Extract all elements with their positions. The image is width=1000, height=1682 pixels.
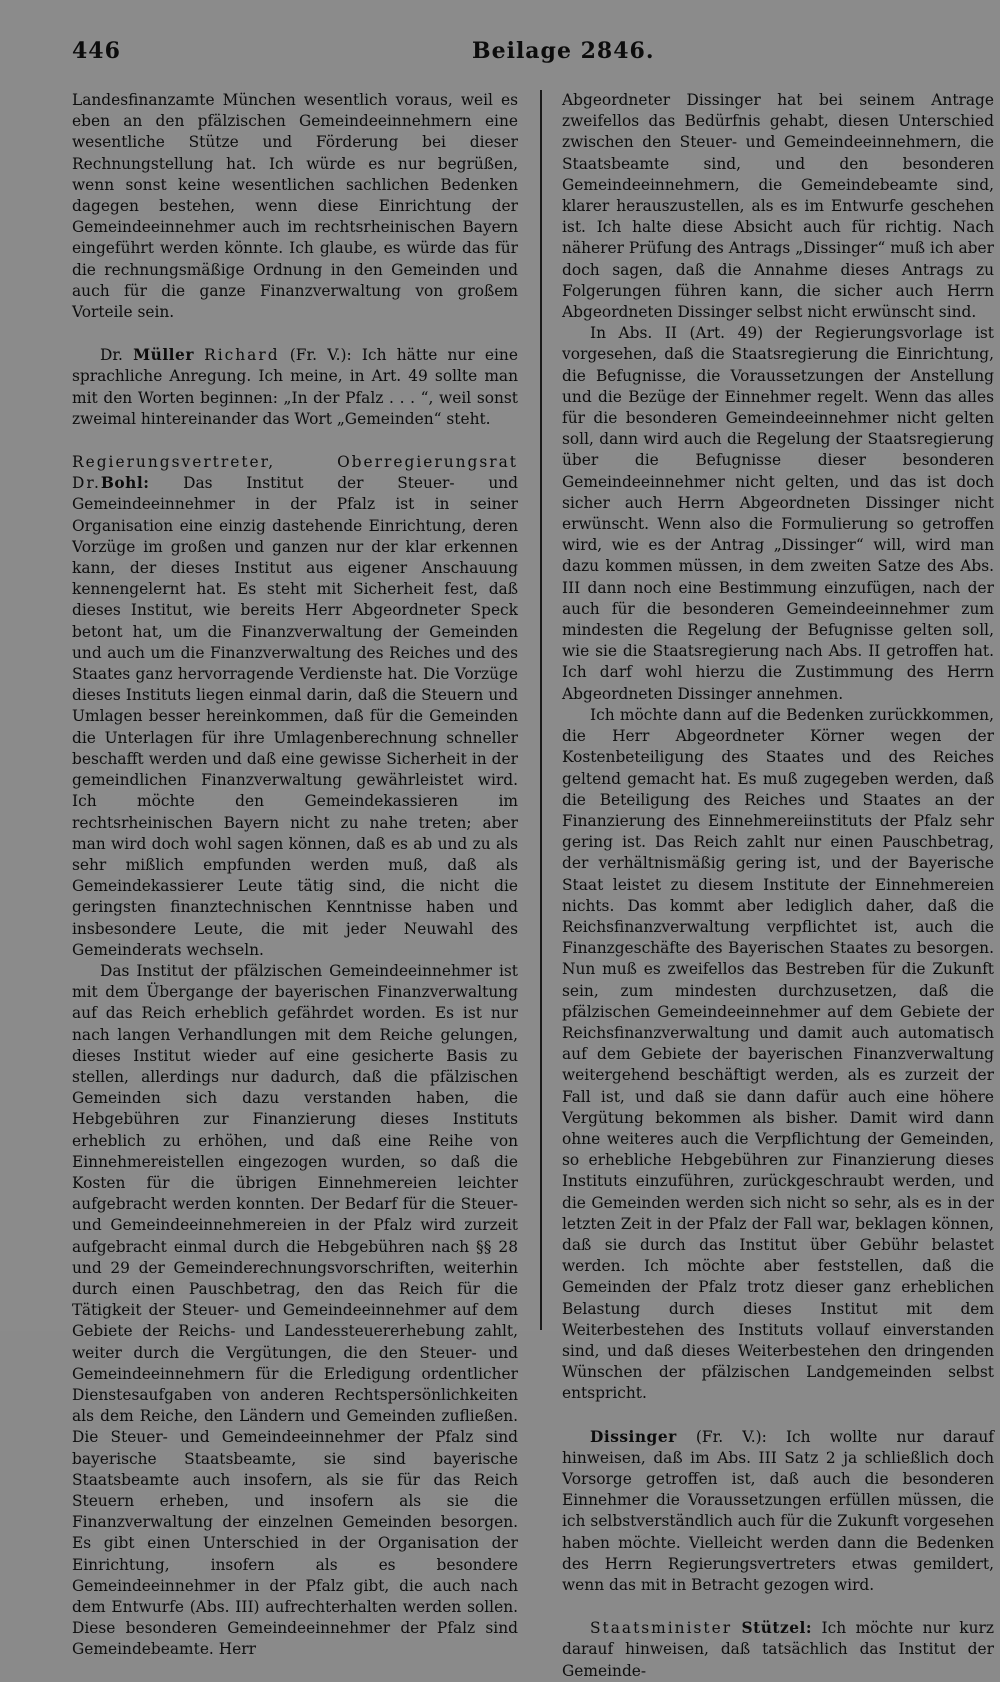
paragraph: In Abs. II (Art. 49) der Regierungsvorlage ist vorgesehen, daß die Staatsregierung die Einrichtung, die Befugnisse, die Voraussetzungen der Anstellung und die Bezüge der Einnehmer regelt. Wenn das alles für die besonderen Gemeindeeinnehmer nicht gelten soll, dann wird auch die Regelung der Staatsregierung über die Befugnisse dieser besonderen Gemeindeeinnehmer nicht gelten, und das ist doch sicher auch Herrn Abgeordneten Dissinger nicht erwünscht. Wenn also die Formulierung so getroffen wird, wie es der Antrag „Dissinger“ will, wird man dazu kommen müssen, in dem zweiten Satze des Abs. III dann noch eine Bestimmung einzufügen, nach der auch für die besonderen Gemeindeeinnehmer zum mindesten die Regelung der Befugnisse gelten soll, wie sie die Staatsregierung nach Abs. II getroffen hat. Ich darf wohl hierzu die Zustimmung des Herrn Abgeordneten Dissinger annehmen.: [562, 324, 994, 703]
speech-bohl: [72, 452, 518, 961]
speaker-role: Staatsminister: [590, 1619, 733, 1638]
paragraph: Ich möchte dann auf die Bedenken zurückkommen, die Herr Abgeordneter Körner wegen der Kostenbeteiligung des Staates und des Reiches geltend gemacht hat. Es muß zugegeben werden, daß die Beteiligung des Reiches und Staates an der Finanzierung des Einnehmereiinstituts der Pfalz sehr gering ist. Das Reich zahlt nur einen Pauschbetrag, der verhältnismäßig gering ist, und der Bayerische Staat leistet zu diesem Institute der Einnehmereien nichts. Das kommt aber lediglich daher, daß die Reichsfinanzverwaltung verpflichtet ist, auch die Finanzgeschäfte des Bayerischen Staates zu besorgen. Nun muß es zweifellos das Bestreben für die Zukunft sein, zum mindesten durchzusetzen, daß die pfälzischen Gemeindeeinnehmer auf dem Gebiete der Reichsfinanzverwaltung und damit auch automatisch auf dem Gebiete der bayerischen Finanzverwaltung weitergehend beschäftigt werden, als es zurzeit der Fall ist, und daß sie dann dafür auch eine höhere Vergütung bekommen als bisher. Damit wird dann ohne weiteres auch die Verpflichtung der Gemeinden, so erhebliche Hebgebühren zur Finanzierung dieses Instituts einzuführen, zurückgeschraubt werden, und die Gemeinden werden sich nicht so sehr, als es in der letzten Zeit in der Pfalz der Fall war, beklagen können, daß sie durch das Institut über Gebühr belastet werden. Ich möchte aber feststellen, daß die Gemeinden der Pfalz trotz dieser ganz erheblichen Belastung durch dieses Institut mit dem Weiterbestehen des Instituts vollauf einverstanden sind, und daß dieses Weiterbestehen den dringenden Wünschen der pfälzischen Landgemeinden selbst entspricht.: [562, 705, 994, 1403]
speech-text: (Fr. V.): Ich wollte nur darauf hinweisen, daß im Abs. III Satz 2 ja schließlich doch Vorsorge getroffen ist, daß auch die besonderen Einnehmer die Voraussetzungen erfüllen müssen, die ich selbstverständlich auch für die Zukunft vorgesehen haben möchte. Vielleicht werden dann die Bedenken des Herrn Regierungsvertreters etwas gemildert, wenn das mit in Betracht gezogen wird.: [562, 1427, 994, 1595]
speech-dissinger: [562, 1427, 994, 1597]
paragraph: Landesfinanzamte München wesentlich voraus, weil es eben an den pfälzischen Gemeindeeinnehmern eine wesentliche Stütze und Förderung bei dieser Rechnungstellung hat. Ich würde es nur begrüßen, wenn sonst keine wesentlichen sachlichen Bedenken dagegen bestehen, wenn diese Einrichtung der Gemeindeeinnehmer auch im rechtsrheinischen Bayern eingeführt werden könnte. Ich glaube, es würde das für die rechnungsmäßige Ordnung in den Gemeinden und auch für die ganze Finanzverwaltung von großem Vorteile sein.: [72, 91, 518, 322]
paragraph: Das Institut der pfälzischen Gemeindeeinnehmer ist mit dem Übergange der bayerischen Finanzverwaltung auf das Reich erheblich gefährdet worden. Es ist nur nach langen Verhandlungen mit dem Reiche gelungen, dieses Institut wieder auf eine gesicherte Basis zu stellen, allerdings nur dadurch, daß die pfälzischen Gemeinden sich dazu verstanden haben, die Hebgebühren zur Finanzierung dieses Instituts erheblich zu erhöhen, und daß eine Reihe von Einnehmereistellen eingezogen wurden, so daß die Kosten für die übrigen Einnehmereien leichter aufgebracht werden konnten. Der Bedarf für die Steuer- und Gemeindeeinnehmereien in der Pfalz wird zurzeit aufgebracht einmal durch die Hebgebühren nach §§ 28 und 29 der Gemeinderechnungsvorschriften, weiterhin durch einen Pauschbetrag, den das Reich für die Tätigkeit der Steuer- und Gemeindeeinnehmer auf dem Gebiete der Reichs- und Landessteuererhebung zahlt, weiter durch die Vergütungen, die den Steuer- und Gemeindeeinnehmern für die Erledigung ordentlicher Dienstesaufgaben von anderen Rechtspersönlichkeiten als dem Reiche, den Ländern und Gemeinden zufließen. Die Steuer- und Gemeindeeinnehmer der Pfalz sind bayerische Staatsbeamte, sie sind bayerische Staatsbeamte auch insofern, als sie für das Reich Steuern erheben, und insofern als sie die Finanzverwaltung der einzelnen Gemeinden besorgen. Es gibt einen Unterschied in der Organisation der Einrichtung, insofern als es besondere Gemeindeeinnehmer in der Pfalz gibt, die auch nach dem Entwurfe (Abs. III) aufrechterhalten werden sollen. Diese besonderen Gemeindeeinnehmer der Pfalz sind Gemeindebeamte. Herr: [72, 961, 518, 1659]
right-column: [562, 90, 994, 1680]
speaker-name: Müller: [133, 346, 194, 365]
speaker-title: Dr.: [100, 346, 123, 365]
speech-stuetzel: [562, 1618, 994, 1682]
page-header: [72, 38, 655, 78]
speech-text: Ich möchte nur kurz darauf hinweisen, daß tatsächlich das Institut der Gemeinde-: [562, 1619, 994, 1680]
speech-mueller: [72, 345, 518, 430]
speaker-name: Dissinger: [590, 1427, 677, 1446]
column-divider: [540, 90, 542, 1330]
speaker-name: Stützel:: [741, 1619, 813, 1638]
speech-text: (Fr. V.): Ich hätte nur eine sprachliche Anregung. Ich meine, in Art. 49 sollte man mit den Worten beginnen: „In der Pfalz . . . “, weil sonst zweimal hintereinander das Wort „Gemeinden“ steht.: [72, 346, 518, 428]
running-head: Beilage 2846.: [472, 38, 655, 64]
page-number: 446: [72, 38, 121, 64]
left-column: [72, 90, 518, 1659]
paragraph: Abgeordneter Dissinger hat bei seinem Antrage zweifellos das Bedürfnis gehabt, diesen Unterschied zwischen den Steuer- und Gemeindeeinnehmern, die Staatsbeamte sind, und den besonderen Gemeindeeinnehmern, die Gemeindebeamte sind, klarer herauszustellen, als es im Entwurfe geschehen ist. Ich halte diese Absicht auch für richtig. Nach näherer Prüfung des Antrags „Dissinger“ muß ich aber doch sagen, daß die Annahme dieses Antrags zu Folgerungen führen kann, die sicher auch Herrn Abgeordneten Dissinger selbst nicht erwünscht sind.: [562, 91, 994, 322]
speaker-name: Bohl:: [100, 474, 150, 493]
speech-text: Das Institut der Steuer- und Gemeindeeinnehmer in der Pfalz ist in seiner Organisation eine einzig dastehende Einrichtung, deren Vorzüge im großen und ganzen nur der klar erkennen kann, der dieses Institut aus eigener Anschauung kennengelernt hat. Es steht mit Sicherheit fest, daß dieses Institut, wie bereits Herr Abgeordneter Speck betont hat, um die Finanzverwaltung der Gemeinden und auch um die Finanzverwaltung des Reiches und des Staates ganz hervorragende Verdienste hat. Die Vorzüge dieses Instituts liegen einmal darin, daß die Steuern und Umlagen besser hereinkommen, daß für die Gemeinden die Unterlagen für ihre Umlagenberechnung schneller beschafft werden und daß eine gewisse Sicherheit in der gemeindlichen Finanzverwaltung gewährleistet wird. Ich möchte den Gemeindekassieren im rechtsrheinischen Bayern nicht zu nahe treten; aber man wird doch wohl sagen können, daß es ab und zu als sehr mißlich empfunden werden muß, daß als Gemeindekassierer Leute tätig sind, die nicht die geringsten finanztechnischen Kenntnisse haben und insbesondere Leute, die mit jeder Neuwahl des Gemeinderats wechseln.: [72, 474, 518, 959]
speaker-role: Regierungsvertreter, Oberregierungsrat Dr.: [72, 453, 518, 493]
speaker-first-name: Richard: [204, 346, 280, 365]
